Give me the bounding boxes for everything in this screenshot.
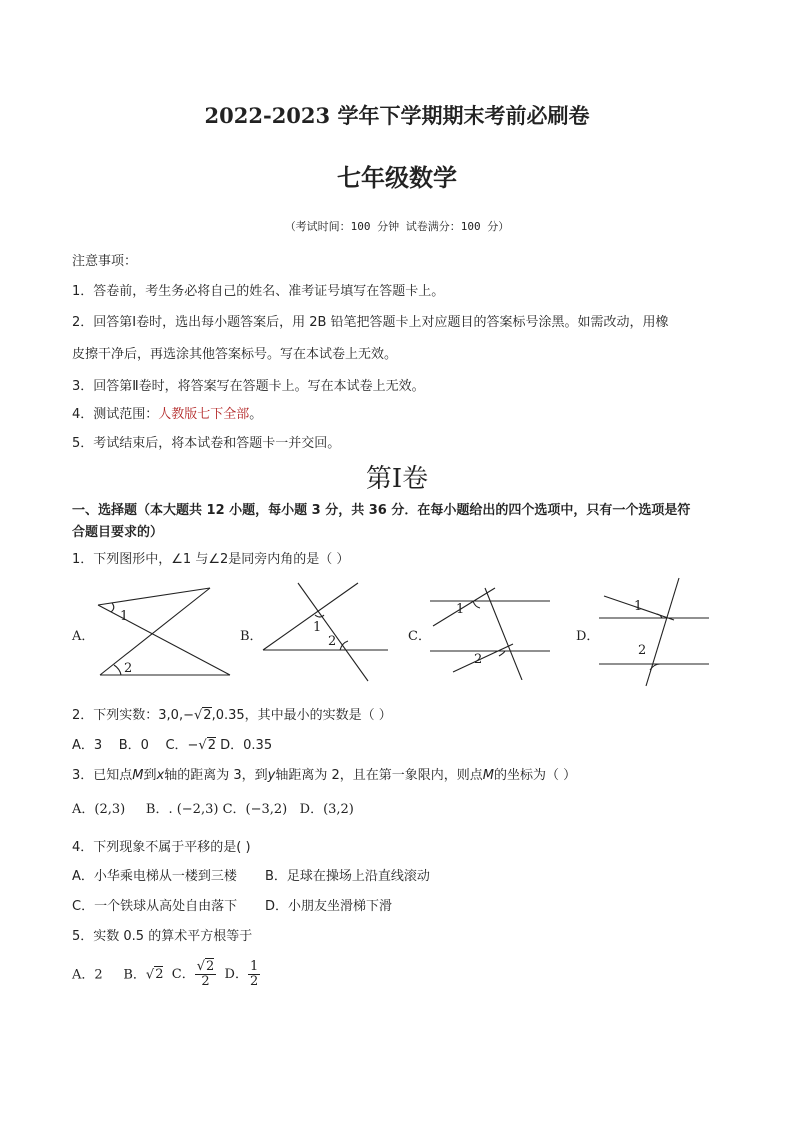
q2-option-b: B．0 bbox=[118, 738, 149, 753]
notice-heading: 注意事项： bbox=[72, 254, 138, 269]
q4-option-c: C．一个铁球从高处自由落下 bbox=[72, 899, 238, 914]
fig-c-arc-2 bbox=[499, 651, 505, 656]
fig-a-label-2: 2 bbox=[124, 661, 133, 676]
q1-figure-d bbox=[594, 576, 724, 688]
volume-title: 第Ⅰ卷 bbox=[365, 464, 429, 494]
fig-b-arc-2 bbox=[340, 641, 348, 650]
section1-heading: 一、选择题（本大题共 12 小题，每小题 3 分，共 36 分．在每小题给出的四个选项中，只有一个选项是符 bbox=[72, 503, 691, 518]
q1-figure-a bbox=[90, 580, 240, 680]
fig-a-line-top bbox=[98, 588, 210, 605]
fig-a-arc-2 bbox=[114, 665, 121, 675]
q2-option-d: D．0.35 bbox=[220, 738, 273, 753]
q3-option-d: D．(3,2) bbox=[299, 802, 354, 817]
q2-stem-radicand: 2 bbox=[203, 708, 212, 723]
fig-b-arc-1 bbox=[315, 615, 324, 617]
q5-option-c: C． $\frac{√2}{2}$ bbox=[171, 959, 215, 990]
fig-d-label-2: 2 bbox=[638, 643, 647, 658]
fig-d-line-transversal bbox=[646, 578, 679, 686]
fig-b-label-1: 1 bbox=[313, 620, 322, 635]
exam-subtitle: 七年级数学 bbox=[337, 163, 457, 192]
fig-b-line-cross bbox=[298, 583, 368, 681]
q3-option-b: B．. (−2,3) bbox=[145, 802, 219, 817]
fig-c-arc-1 bbox=[473, 601, 480, 608]
q4-stem: 4．下列现象不属于平移的是( ) bbox=[72, 840, 251, 855]
exam-title: 2022-2023 学年下学期期末考前必刷卷 bbox=[204, 103, 590, 128]
fig-a-line-diag2 bbox=[100, 588, 210, 675]
fig-a-line-diag1 bbox=[98, 605, 230, 675]
q2-stem: 2．下列实数：3,0,−√2,0.35，其中最小的实数是（ ） bbox=[72, 708, 392, 723]
q5-options bbox=[72, 960, 260, 990]
fig-c-label-2: 2 bbox=[474, 652, 483, 667]
q2-option-c: C．−√2 bbox=[165, 738, 216, 753]
q5-option-b: B．√2 bbox=[123, 967, 164, 983]
q5-stem: 5．实数 0.5 的算术平方根等于 bbox=[72, 929, 253, 944]
q1-figure-b bbox=[258, 577, 398, 685]
q1-stem: 1．下列图形中，∠1 与∠2是同旁内角的是（ ） bbox=[72, 552, 350, 567]
q1-option-c: C． bbox=[408, 629, 431, 644]
fig-b-label-2: 2 bbox=[328, 634, 337, 649]
notice-item-1: 1．答卷前，考生务必将自己的姓名、准考证号填写在答题卡上。 bbox=[72, 284, 445, 299]
fig-d-arc-1 bbox=[656, 614, 662, 618]
notice-item-3: 3．回答第Ⅱ卷时，将答案写在答题卡上。写在本试卷上无效。 bbox=[72, 379, 425, 394]
q3-option-c: C．(−3,2) bbox=[222, 802, 288, 817]
sqrt-sign: √ bbox=[196, 959, 205, 974]
section1-heading-cont: 合题目要求的） bbox=[72, 525, 164, 540]
fig-d-label-1: 1 bbox=[634, 599, 643, 614]
q3-options bbox=[72, 798, 354, 817]
sqrt-sign: √ bbox=[145, 967, 155, 983]
q4-option-b: B．足球在操场上沿直线滚动 bbox=[265, 869, 430, 884]
q1-figure-c bbox=[425, 580, 555, 680]
notice-item-5: 5．考试结束后，将本试卷和答题卡一并交回。 bbox=[72, 436, 341, 451]
notice-item-2-cont: 皮擦干净后，再选涂其他答案标号。写在本试卷上无效。 bbox=[72, 347, 398, 362]
exam-meta: （考试时间：100 分钟 试卷满分：100 分） bbox=[284, 220, 510, 233]
q1-option-b: B． bbox=[240, 629, 263, 644]
sqrt-sign: √ bbox=[193, 708, 203, 723]
q1-option-a: A． bbox=[72, 629, 95, 644]
notice-item-4: 4．测试范围：人教版七下全部。 bbox=[72, 407, 263, 422]
fig-c-line-lower bbox=[453, 644, 513, 672]
fig-a-arc-1 bbox=[111, 603, 114, 612]
fig-c-line-transversal bbox=[485, 588, 522, 680]
notice-item-2: 2．回答第Ⅰ卷时，选出每小题答案后，用 2B 铅笔把答题卡上对应题目的答案标号涂黑。如需改动，用橡 bbox=[72, 315, 669, 330]
q5-option-a: A．2 bbox=[72, 967, 103, 983]
q5-option-d: D． $\frac{1}{2}$ bbox=[224, 959, 259, 990]
test-scope: 人教版七下全部 bbox=[158, 407, 250, 422]
q3-stem: 3．已知点M到x轴的距离为 3，到y轴距离为 2，且在第一象限内，则点M的坐标为（ ） bbox=[72, 768, 577, 783]
fig-a-label-1: 1 bbox=[120, 609, 129, 624]
q4-option-a: A．小华乘电梯从一楼到三楼 bbox=[72, 869, 237, 884]
q2-option-a: A．3 bbox=[72, 738, 103, 753]
q1-option-d: D． bbox=[576, 629, 600, 644]
q2-options bbox=[72, 734, 272, 753]
sqrt-sign: √ bbox=[198, 738, 207, 753]
fig-c-label-1: 1 bbox=[456, 602, 465, 617]
q3-option-a: A．(2,3) bbox=[72, 802, 126, 817]
q4-option-d: D．小朋友坐滑梯下滑 bbox=[265, 899, 393, 914]
fig-b-line-left bbox=[263, 583, 358, 650]
